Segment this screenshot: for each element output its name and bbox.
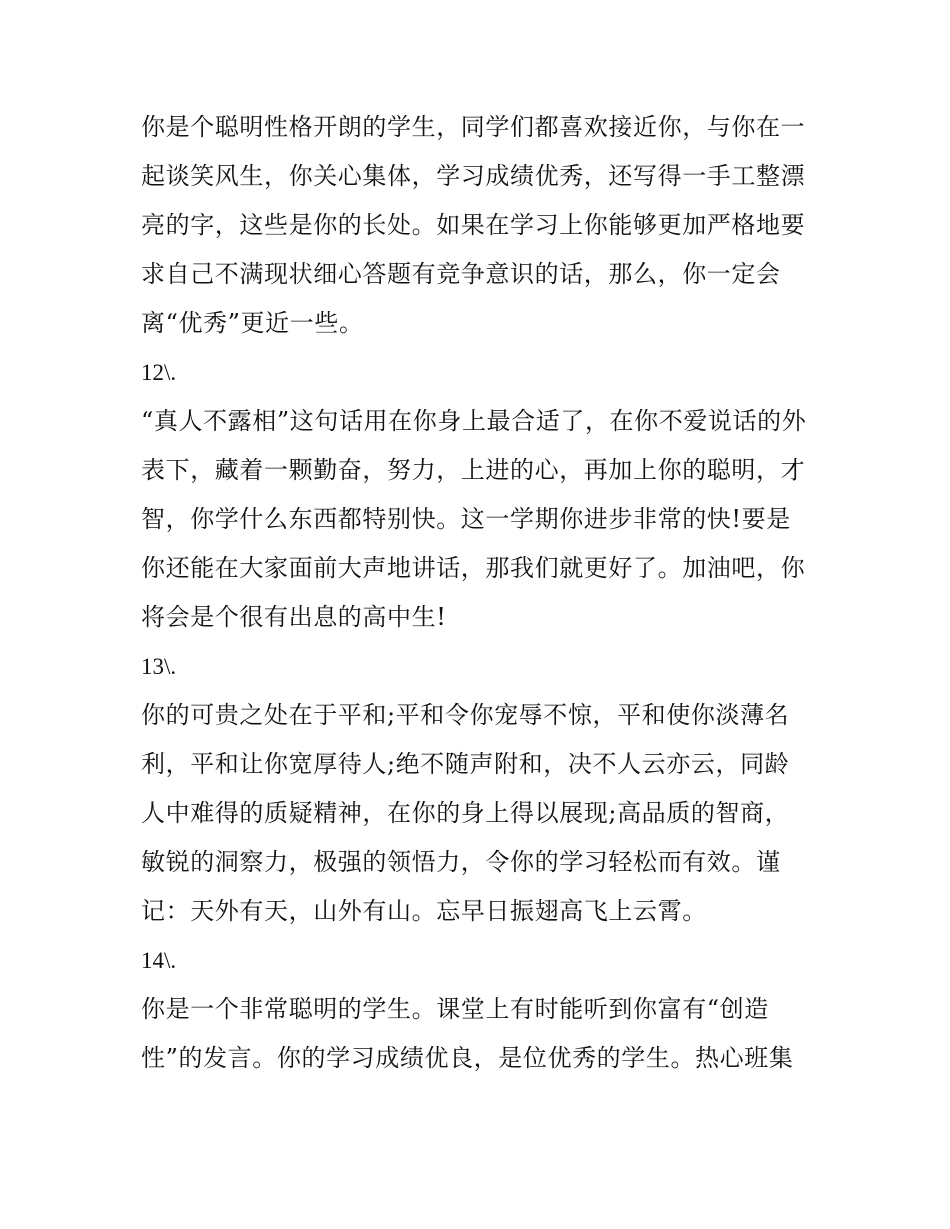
text-line: 你是一个非常聪明的学生。课堂上有时能听到你富有“创造 — [141, 995, 769, 1023]
text-line: 你还能在大家面前大声地讲话，那我们就更好了。加油吧，你 — [141, 554, 806, 582]
text-line: 求自己不满现状细心答题有竞争意识的话，那么，你一定会 — [141, 260, 781, 288]
text-line: “真人不露相”这句话用在你身上最合适了，在你不爱说话的外 — [141, 407, 807, 435]
text-line: 你是个聪明性格开朗的学生，同学们都喜欢接近你，与你在一 — [141, 113, 806, 141]
text-line: 记：天外有天，山外有山。忘早日振翅高飞上云霄。 — [141, 897, 707, 925]
paragraph-comment-11 — [141, 103, 821, 348]
text-line: 亮的字，这些是你的长处。如果在学习上你能够更加严格地要 — [141, 211, 806, 239]
text-line: 表下，藏着一颗勤奋，努力，上进的心，再加上你的聪明，才 — [141, 456, 806, 484]
text-line: 智，你学什么东西都特别快。这一学期你进步非常的快!要是 — [141, 505, 791, 533]
text-line: 起谈笑风生，你关心集体，学习成绩优秀，还写得一手工整漂 — [141, 162, 806, 190]
text-line: 利，平和让你宽厚待人;绝不随声附和，决不人云亦云，同龄 — [141, 750, 790, 778]
document-body — [141, 103, 821, 1083]
text-line: 离“优秀”更近一些。 — [141, 309, 364, 337]
paragraph-comment-12 — [141, 397, 821, 642]
item-number-14: 14\. — [141, 948, 177, 973]
text-line: 将会是个很有出息的高中生! — [141, 603, 447, 631]
item-number-12: 12\. — [141, 360, 177, 385]
text-line: 你的可贵之处在于平和;平和令你宠辱不惊，平和使你淡薄名 — [141, 701, 790, 729]
paragraph-comment-13 — [141, 691, 821, 936]
text-line: 敏锐的洞察力，极强的领悟力，令你的学习轻松而有效。谨 — [141, 848, 781, 876]
paragraph-comment-14 — [141, 985, 821, 1083]
text-line: 人中难得的质疑精神，在你的身上得以展现;高品质的智商， — [141, 799, 790, 827]
text-line: 性”的发言。你的学习成绩优良，是位优秀的学生。热心班集 — [141, 1044, 794, 1072]
item-number-13: 13\. — [141, 654, 177, 679]
